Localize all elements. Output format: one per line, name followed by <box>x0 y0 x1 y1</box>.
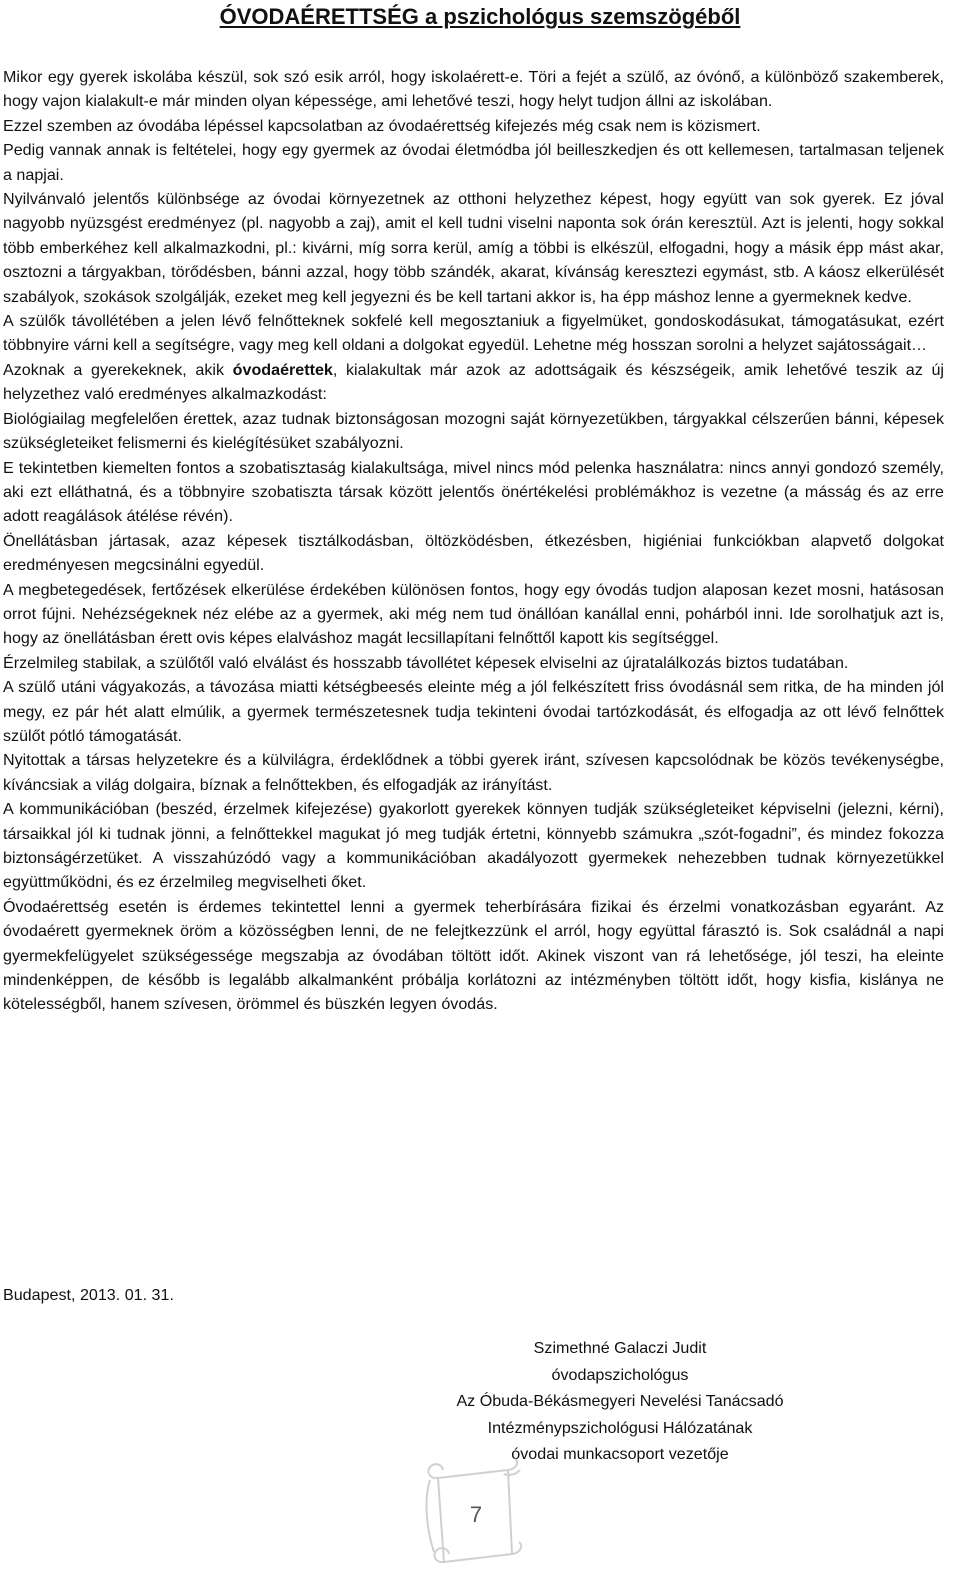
signature-line: Szimethné Galaczi Judit <box>533 1339 707 1357</box>
paragraph-text: E tekintetben kiemelten fontos a szobatisztaság kialakultsága, mivel nincs mód pelenka használatra: nincs annyi gondozó személy, aki ezt elláthatná, és a többnyire szobatiszta társak között jelentős önértékelési problémákhoz is vezetne (a másság és az erre adott reagálások átélése révén). <box>3 458 944 526</box>
signature-block <box>400 1335 840 1468</box>
paragraph <box>3 748 944 797</box>
paragraph <box>3 651 944 675</box>
signature-line: óvodai munkacsoport vezetője <box>511 1445 729 1464</box>
paragraph-text: Biológiailag megfelelően érettek, azaz tudnak biztonságosan mozogni saját környezetükben, tárgyakkal célszerűen bánni, képesek szükségleteiket felismerni és kielégítésüket szabályozni. <box>3 409 944 453</box>
paragraph-text: , kialakultak már azok az adottságaik és készségeik, amik lehetővé teszik az új helyzethez való eredményes alkalmazkodást: <box>3 360 944 404</box>
paragraph <box>3 895 944 1017</box>
paragraph-text: A kommunikációban (beszéd, érzelmek kifejezése) gyakorlott gyerekek könnyen tudják szükségleteiket képviselni (jelezni, kérni), társaikkal jól ki tudnak jönni, a felnőttekkel magukat jó meg tudják értetni, könnyebb számukra „szót-fogadni”, és mindez fokozza biztonságérzetüket. A visszahúzódó vagy a kommunikációban akadályozott gyermekek nehezebben tudnak környezetükkel együttműködni, és ez érzelmileg megviselheti őket. <box>3 800 944 892</box>
paragraph-text: A megbetegedések, fertőzések elkerülése érdekében különösen fontos, hogy egy óvodás tudjon alaposan kezet mosni, hatásosan orrot fújni. Nehézségeknek néz elébe az a gyermek, aki még nem tud önállóan kanállal enni, pohárból inni. Ide sorolhatjuk azt is, hogy az önellátásban érett ovis képes elalváshoz magát lecsillapítani felnőttől kapott kis segítséggel. <box>3 580 944 648</box>
paragraph <box>3 358 944 407</box>
paragraph-text: Érzelmileg stabilak, a szülőtől való elválást és hosszabb távollétet képesek elviselni az újratalálkozás biztos tudatában. <box>3 653 849 672</box>
page-number-badge <box>416 1458 534 1568</box>
page-number: 7 <box>469 1502 483 1527</box>
paragraph <box>3 456 944 529</box>
emphasis-text: óvodaérettek <box>232 360 333 379</box>
paragraph <box>3 309 944 358</box>
place-date: Budapest, 2013. 01. 31. <box>3 1286 174 1304</box>
paragraph-text: Nyitottak a társas helyzetekre és a külvilágra, érdeklődnek a többi gyerek iránt, szívesen kapcsolódnak be közös tevékenységbe, kíváncsiak a világ dolgaira, bíznak a felnőttekben, és elfogadják az irányítást. <box>3 751 944 794</box>
paragraph <box>3 65 944 114</box>
paragraph-text: Pedig vannak annak is feltételei, hogy egy gyermek az óvodai életmódba jól beilleszkedjen és ott kellemesen, tartalmasan teljenek a napjai. <box>3 141 944 184</box>
paragraph-text: Azoknak a gyerekeknek, akik <box>3 360 233 379</box>
paragraph <box>3 797 944 895</box>
paragraph-text: Óvodaérettség esetén is érdemes tekintettel lenni a gyermek teherbírására fizikai és érzelmi vonatkozásban egyaránt. Az óvodaérett gyermeknek öröm a közösségben lenni, de ne felejtkezzünk el arról, hogy együttal fárasztó is. Sok családnál a napi gyermekfelügyelet szükségessége megszabja az óvodában töltött időt. Akinek viszont van rá lehetősége, jól teszi, ha eleinte mindenképpen, de később is legalább alkalmanként próbálja korlátozni az intézményben töltött időt, hogy kisfia, kislánya ne kötelességből, hanem szívesen, örömmel és büszkén legyen óvodás. <box>3 897 944 1014</box>
paragraph <box>3 114 944 138</box>
paragraph <box>3 407 944 456</box>
paragraph <box>3 578 944 651</box>
paragraph-text: A szülők távollétében a jelen lévő felnőtteknek sokfelé kell megosztaniuk a figyelmüket, gondoskodásukat, támogatásukat, ezért többnyire várni kell a segítségre, vagy meg kell oldani a dolgokat egyedül. Lehetne még hosszan sorolni a helyzet sajátosságait… <box>3 312 944 355</box>
paragraph <box>3 675 944 748</box>
signature-line: Az Óbuda-Békásmegyeri Nevelési Tanácsadó <box>456 1392 784 1411</box>
paragraph-text: Mikor egy gyerek iskolába készül, sok szó esik arról, hogy iskolaérett-e. Töri a fejét a szülő, az óvónő, a különböző szakemberek, hogy vajon kialakult-e már minden olyan képessége, ami lehetővé teszi, hogy helyt tudjon állni az iskolában. <box>3 68 944 111</box>
paragraph <box>3 187 944 309</box>
paragraph-text: Nyilvánvaló jelentős különbsége az óvodai környezetnek az otthoni helyzethez képest, hogy együtt van sok gyerek. Ez jóval nagyobb nyüzsgést eredményez (pl. nagyobb a zaj), amit el kell tudni viselni naponta sok órán keresztül. Azt is jelenti, hogy sokkal több emberkéhez kell alkalmazkodni, pl.: kivárni, míg sorra kerül, amíg a többi is elkészül, elfogadni, hogy a másik épp mást akar, osztozni a tárgyakban, törődésben, bánni azzal, hogy több szándék, akarat, kívánság keresztezi egymást, stb. A káosz elkerülését szabályok, szokások szolgálják, ezeket meg kell jegyezni és be kell tartani akkor is, ha épp máshoz lenne a gyermeknek kedve. <box>3 190 944 306</box>
document-body <box>3 65 944 1017</box>
paragraph-text: Önellátásban jártasak, azaz képesek tisztálkodásban, öltözködésben, étkezésben, higiéniai funkciókban alapvető dolgokat eredményesen megcsinálni egyedül. <box>3 531 944 575</box>
signature-line: Intézménypszichológusi Hálózatának <box>487 1418 753 1437</box>
document-title: ÓVODAÉRETTSÉG a pszichológus szemszögéből <box>219 4 741 29</box>
signature-line: óvodapszichológus <box>551 1365 689 1384</box>
paragraph-text: A szülő utáni vágyakozás, a távozása miatti kétségbeesés eleinte még a jól felkészített friss óvodásnál sem ritka, de ha minden jól megy, ez pár hét alatt elmúlik, a gyermek természetesnek tudja tekinteni óvodai tartózkodását, és elfogadja az ott lévő felnőttek szülőt pótló támogatását. <box>3 678 944 745</box>
paragraph <box>3 529 944 578</box>
paragraph <box>3 138 944 187</box>
paragraph-text: Ezzel szemben az óvodába lépéssel kapcsolatban az óvodaérettség kifejezés még csak nem is közismert. <box>3 116 761 135</box>
